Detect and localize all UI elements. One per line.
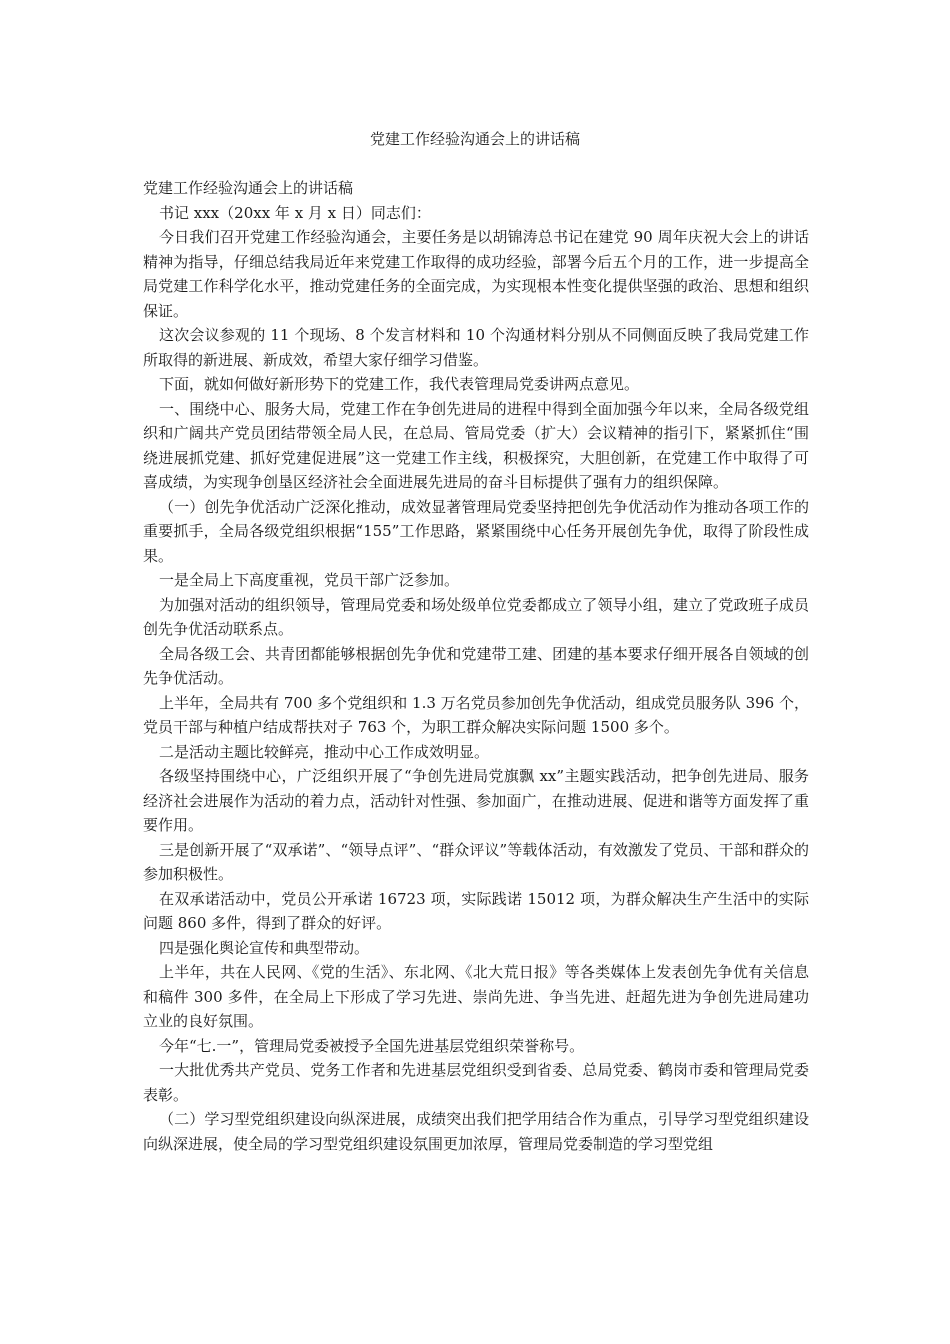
document-paragraph: 一大批优秀共产党员、党务工作者和先进基层党组织受到省委、总局党委、鹤岗市委和管理局党委表彰。 [143,1061,809,1104]
document-title: 党建工作经验沟通会上的讲话稿 [369,130,580,148]
document-paragraph: 上半年，全局共有 700 多个党组织和 1.3 万名党员参加创先争优活动，组成党员服务队 396 个，党员干部与种植户结成帮扶对子 763 个，为职工群众解决实际问题 1500 多个。 [143,693,809,736]
document-paragraph: 四是强化舆论宣传和典型带动。 [159,938,370,957]
document-paragraph: 为加强对活动的组织领导，管理局党委和场处级单位党委都成立了领导小组，建立了党政班子成员创先争优活动联系点。 [143,595,809,638]
document-paragraph: 在双承诺活动中，党员公开承诺 16723 项，实际践诺 15012 项，为群众解决生产生活中的实际问题 860 多件，得到了群众的好评。 [143,889,809,932]
document-paragraph: 这次会议参观的 11 个现场、8 个发言材料和 10 个沟通材料分别从不同侧面反映了我局党建工作所取得的新进展、新成效，希望大家仔细学习借鉴。 [143,326,809,369]
document-paragraph: 今年“七.一”，管理局党委被授予全国先进基层党组织荣誉称号。 [159,1036,585,1055]
document-paragraph: 各级坚持围绕中心，广泛组织开展了“争创先进局党旗飘 xx”主题实践活动，把争创先进局、服务经济社会进展作为活动的着力点，活动针对性强、参加面广，在推动进展、促进和谐等方面发挥了重要作用。 [143,767,809,834]
document-paragraph: 二是活动主题比较鲜亮，推动中心工作成效明显。 [159,742,490,761]
document-paragraph: 党建工作经验沟通会上的讲话稿 [143,179,354,197]
document-paragraph: 今日我们召开党建工作经验沟通会，主要任务是以胡锦涛总书记在建党 90 周年庆祝大会上的讲话精神为指导，仔细总结我局近年来党建工作取得的成功经验，部署今后五个月的工作，进一步提高全局党建工作科学化水平，推动党建任务的全面完成，为实现根本性变化提供坚强的政治、思想和组织保证。 [143,228,809,320]
document-paragraph: 书记 xxx（20xx 年 x 月 x 日）同志们： [159,203,431,222]
document-paragraph: 三是创新开展了“双承诺”、“领导点评”、“群众评议”等载体活动，有效激发了党员、干部和群众的参加积极性。 [143,840,809,883]
document-paragraph: 一是全局上下高度重视，党员干部广泛参加。 [159,571,460,589]
document-paragraph: 一、围绕中心、服务大局，党建工作在争创先进局的进程中得到全面加强今年以来，全局各级党组织和广阔共产党员团结带领全局人民，在总局、管局党委（扩大）会议精神的指引下，紧紧抓住“围绕进展抓党建、抓好党建促进展”这一党建工作主线，积极探究，大胆创新，在党建工作中取得了可喜成绩，为实现争创垦区经济社会全面进展先进局的奋斗目标提供了强有力的组织保障。 [143,399,809,491]
document-paragraph: （二）学习型党组织建设向纵深进展，成绩突出我们把学用结合作为重点，引导学习型党组织建设向纵深进展，使全局的学习型党组织建设氛围更加浓厚，管理局党委制造的学习型党组 [143,1110,809,1153]
document-paragraph: 下面，就如何做好新形势下的党建工作，我代表管理局党委讲两点意见。 [159,375,640,393]
document-paragraph: 全局各级工会、共青团都能够根据创先争优和党建带工建、团建的基本要求仔细开展各自领域的创先争优活动。 [143,644,809,687]
document-paragraph: （一）创先争优活动广泛深化推动，成效显著管理局党委坚持把创先争优活动作为推动各项工作的重要抓手，全局各级党组织根据“155”工作思路，紧紧围绕中心任务开展创先争优，取得了阶段性成果。 [143,497,809,565]
document-paragraph: 上半年，共在人民网、《党的生活》、东北网、《北大荒日报》等各类媒体上发表创先争优有关信息和稿件 300 多件，在全局上下形成了学习先进、崇尚先进、争当先进、赶超先进为争创先进局建功立业的良好氛围。 [143,963,809,1030]
document-body [143,176,809,1156]
